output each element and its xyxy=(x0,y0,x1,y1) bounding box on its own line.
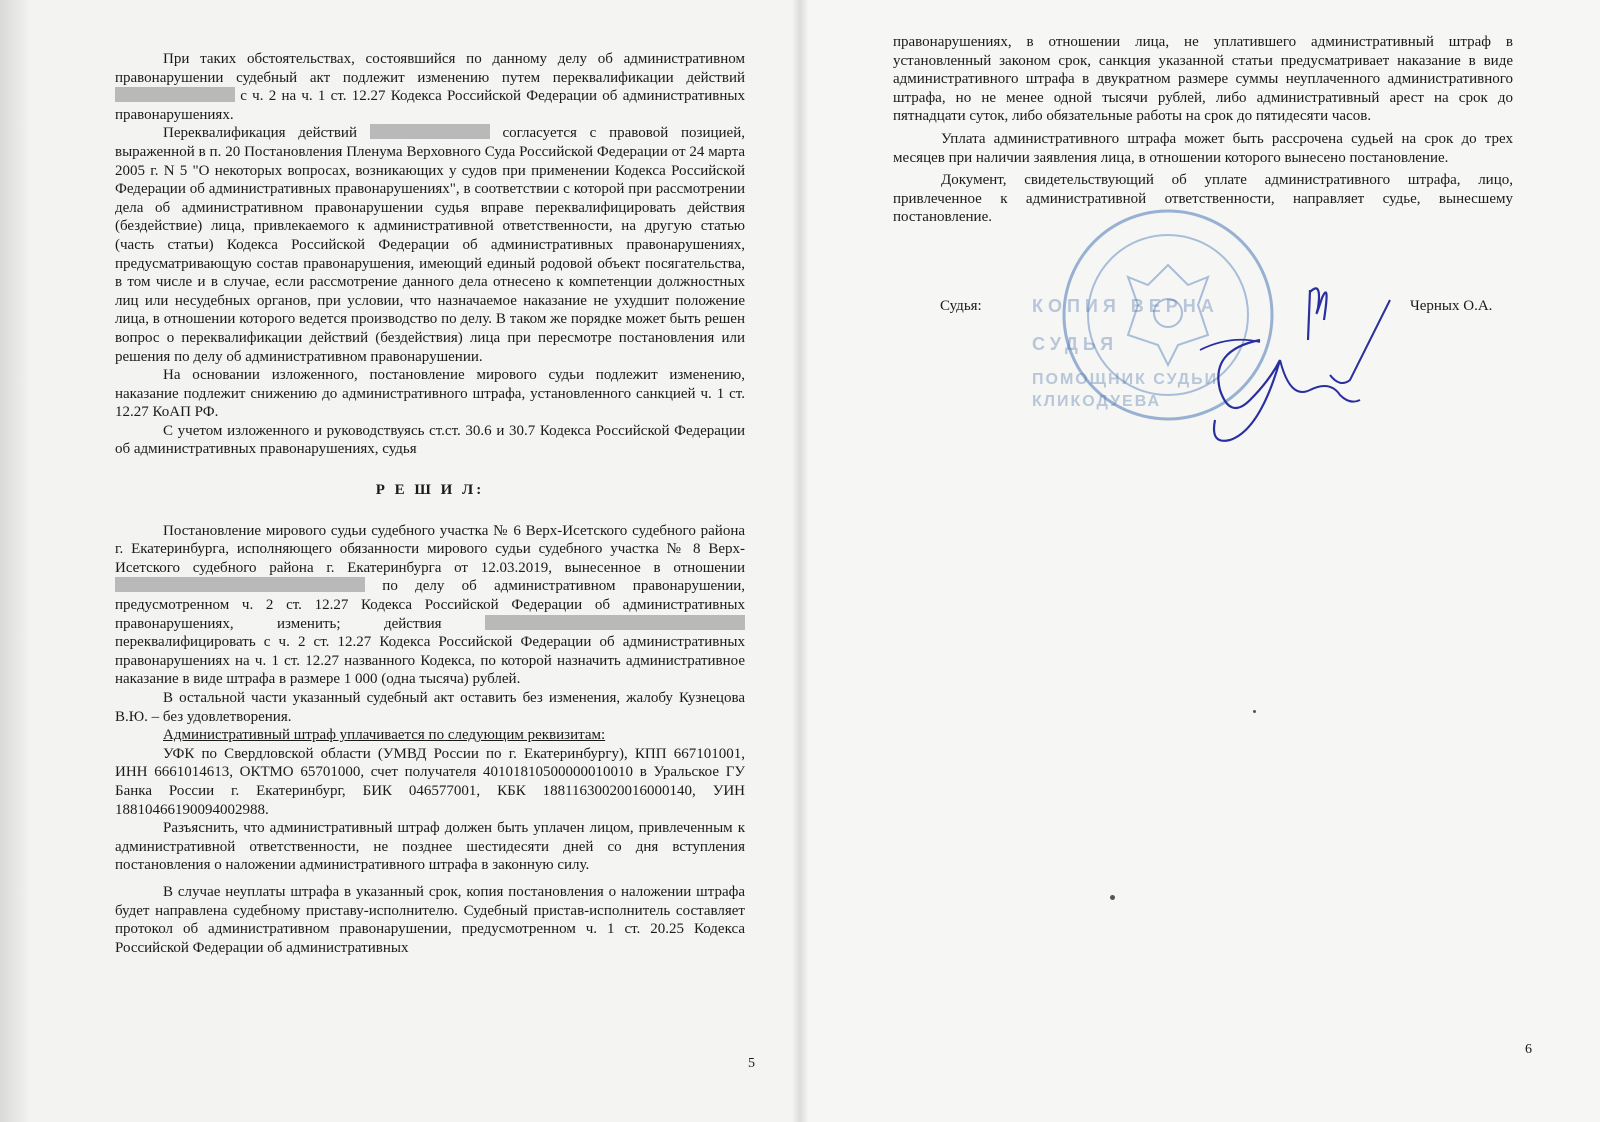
stamp-line-2: СУДЬЯ xyxy=(1032,334,1119,354)
tail-paragraph-2: В случае неуплаты штрафа в указанный срок, копия постановления о наложении штрафа будет направлена судебному приставу-исполнителю. Судебный пристав-исполнитель составляет протокол об административном правонарушении, предусмотренном ч. 1 ст. 20.25 Кодекса Российской Федерации об административных xyxy=(115,883,745,956)
redaction-box xyxy=(115,87,235,102)
book-gutter xyxy=(792,0,808,1122)
paper-speck xyxy=(1110,895,1115,900)
decision-heading: Р Е Ш И Л: xyxy=(375,482,485,499)
paragraph-1: При таких обстоятельствах, состоявшийся по данному делу об административном правонарушении судебный акт подлежит изменению путем переквалификации действий с ч. 2 на ч. 1 ст. 12.27 Кодекса Российской Федерации об административных правонарушениях. xyxy=(115,51,745,123)
right-paragraph-2: Уплата административного штрафа может быть рассрочена судьей на срок до трех месяцев при наличии заявления лица, в отношении которого вынесено постановление. xyxy=(893,130,1513,166)
judge-name: Черных О.А. xyxy=(1410,298,1493,314)
right-paragraph-1: правонарушениях, в отношении лица, не уплатившего административный штраф в установленный законом срок, санкция указанной статьи предусматривает наказание в виде административного штрафа в двукратном размере суммы неуплаченного административного штрафа, но не менее одной тысячи рублей, либо административный арест на срок до пятнадцати суток, либо обязательные работы на срок до пятидесяти часов. xyxy=(893,34,1513,125)
decision-paragraph-2: В остальной части указанный судебный акт оставить без изменения, жалобу Кузнецова В.Ю. – без удовлетворения. xyxy=(115,690,745,725)
paragraph-4: С учетом изложенного и руководствуясь ст.ст. 30.6 и 30.7 Кодекса Российской Федерации об административных правонарушениях, судья xyxy=(115,422,745,458)
paragraph-2: Переквалификация действий согласуется с правовой позицией, выраженной в п. 20 Постановления Пленума Верховного Суда Российской Федерации от 24 марта 2005 г. N 5 "О некоторых вопросах, возникающих у судов при применении Кодекса Российской Федерации об административных правонарушениях", в соответствии с которой при рассмотрении дела об административном правонарушении судья вправе переквалифицировать действия (бездействие) лица, привлекаемого к административной ответственности, на другую статью (часть статьи) Кодекса Российской Федерации об административных правонарушениях, предусматривающую состав правонарушения, имеющий единый родовой объект посягательства, в том числе и в случае, если рассмотрение данного дела отнесено к компетенции должностных лиц или несудебных органов, при условии, что назначаемое наказание не ухудшит положение лица, в отношении которого ведется производство по делу. В таком же порядке может быть решен вопрос о переквалификации действий (бездействия) лица при пересмотре постановления или решения по делу об административном правонарушении. xyxy=(115,125,745,365)
left-page-text xyxy=(115,50,745,957)
judge-label: Судья: xyxy=(940,298,982,314)
page-number-right: 6 xyxy=(1525,1042,1532,1057)
decision-paragraph-1: Постановление мирового судьи судебного участка № 6 Верх-Исетского судебного района г. Екатеринбурга, исполняющего обязанности мирового судьи судебного участка № 8 Верх-Исетского судебного района г. Екатеринбурга от 12.03.2019, вынесенное в отношении по делу об административном правонарушении, предусмотренном ч. 2 ст. 12.27 Кодекса Российской Федерации об административных правонарушениях, изменить; действия переквалифицировать с ч. 2 ст. 12.27 Кодекса Российской Федерации об административных правонарушениях на ч. 1 ст. 12.27 названного Кодекса, по которой назначить административное наказание в виде штрафа в размере 1 000 (одна тысяча) рублей. xyxy=(115,522,745,688)
stamp-line-1: КОПИЯ ВЕРНА xyxy=(1032,296,1219,316)
right-page-text xyxy=(893,33,1513,227)
stamp-line-3: ПОМОЩНИК СУДЬИ xyxy=(1032,371,1219,388)
redaction-box xyxy=(485,615,745,630)
paragraph-3: На основании изложенного, постановление мирового судьи подлежит изменению, наказание подлежит снижению до административного штрафа, установленного санкцией ч. 1 ст. 12.27 КоАП РФ. xyxy=(115,367,745,421)
paper-speck xyxy=(1253,710,1256,713)
stamp-line-4: КЛИКОДУЕВА xyxy=(1032,393,1162,410)
page-number-left: 5 xyxy=(748,1056,755,1071)
redaction-box xyxy=(370,124,490,139)
tail-paragraph-1: Разъяснить, что административный штраф должен быть уплачен лицом, привлеченным к административной ответственности, не позднее шестидесяти дней со дня вступления постановления о наложении административного штрафа в законную силу. xyxy=(115,820,745,874)
redaction-box xyxy=(115,577,365,592)
requisites-heading: Административный штраф уплачивается по следующим реквизитам: xyxy=(163,727,606,744)
right-paragraph-3: Документ, свидетельствующий об уплате административного штрафа, лицо, привлеченное к административной ответственности, направляет судье, вынесшему постановление. xyxy=(893,172,1513,226)
requisites-text: УФК по Свердловской области (УМВД России по г. Екатеринбургу), КПП 667101001, ИНН 6661014613, ОКТМО 65701000, счет получателя 40101810500000010010 в Уральское ГУ Банка России г. Екатеринбург, БИК 046577001, КБК 18811630020016000140, УИН 18810466190094002988. xyxy=(115,745,745,818)
signature-icon xyxy=(1190,280,1410,450)
